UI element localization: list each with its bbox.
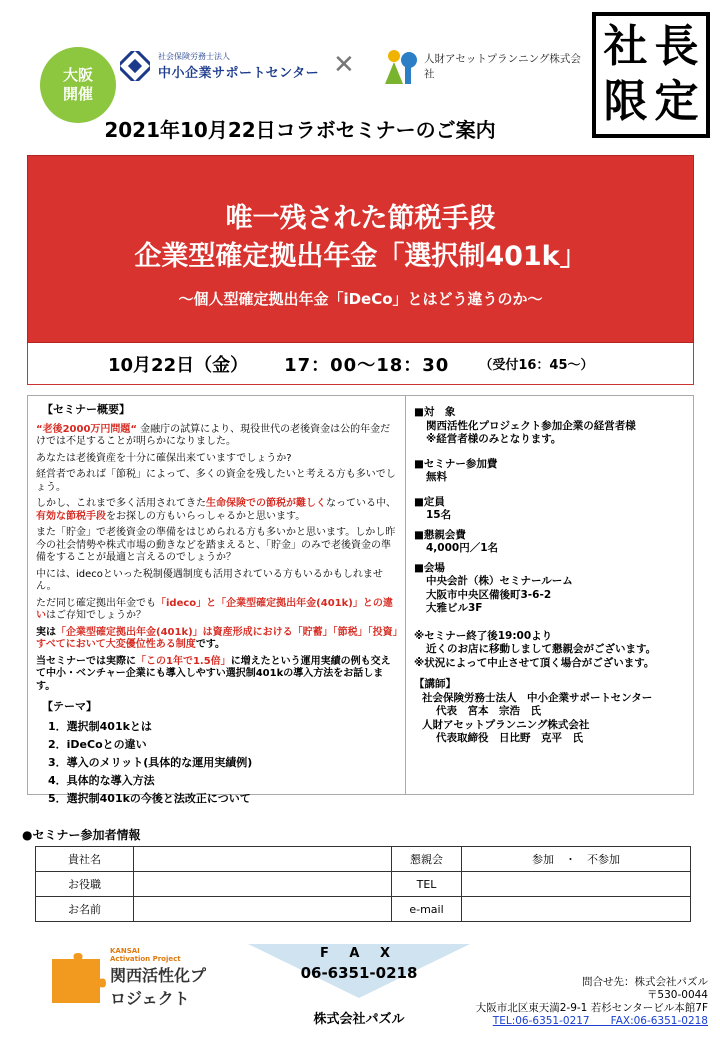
tel-field[interactable] — [462, 872, 691, 897]
after-party-note: ※セミナー終了後19:00より — [414, 629, 553, 642]
stamp-char: 長 — [654, 21, 699, 72]
venue-name: 中央会計（株）セミナールーム — [426, 575, 573, 587]
venue-heading: ■会場 — [414, 561, 445, 574]
overview-paragraph: 経営者であれば「節税」によって、多くの資金を残したいと考える方も多いでしょう。 — [36, 469, 396, 493]
osaka-badge — [40, 47, 116, 123]
banner-title-line1: 唯一残された節税手段 — [225, 203, 496, 234]
body-text: 金融庁の試算により、現役世代の老後資金は公的年金だけでは不足することが明らかになりました。 — [36, 423, 391, 447]
schedule-day: 10月22日（金） — [108, 354, 249, 376]
logo-en-line2: Activation Project — [110, 955, 181, 963]
target-note: ※経営者様のみとなります。 — [426, 433, 562, 445]
target-heading: ■対 象 — [414, 406, 456, 418]
table-row — [36, 847, 691, 872]
stamp-char: 社 — [603, 21, 648, 72]
body-text: に増えたという運用実績の例も交えて中小・ベンチャー企業にも導入しやすい選択制401kの導入方法をお話します。 — [36, 655, 391, 692]
venue-building: 大雅ビル3F — [426, 602, 483, 614]
name-label: お名前 — [36, 897, 134, 922]
company-label: 貴社名 — [36, 847, 134, 872]
overview-paragraph: 中には、idecoといった税制優遇制度も活用されている方もいるかもしれません。 — [36, 568, 383, 592]
highlight-text: 「ideco」と「企業型確定拠出年金(401k)」との違い — [36, 597, 393, 621]
contact-info — [476, 976, 708, 1028]
position-label: お役職 — [36, 872, 134, 897]
lecturer-name: 代表 宮本 宗浩 氏 — [436, 705, 541, 717]
kansai-project-logo — [48, 948, 218, 1008]
contact-address: 大阪市北区東天満2-9-1 若杉センタービル本館7F — [475, 1002, 708, 1014]
overview-heading: 【セミナー概要】 — [42, 403, 130, 416]
stamp-char: 限 — [603, 76, 648, 127]
fax-company: 株式会社パズル — [313, 1012, 405, 1027]
overview-paragraph — [36, 424, 400, 449]
participants-title: ●セミナー参加者情報 — [22, 828, 141, 842]
party-fee-value: 4,000円／1名 — [426, 542, 499, 554]
lecturer-name: 代表取締役 日比野 克平 氏 — [436, 732, 583, 744]
logo-en-line1: KANSAI — [110, 947, 140, 955]
overview-paragraph — [36, 656, 400, 694]
venue-address: 大阪市中央区備後町3-6-2 — [426, 588, 552, 601]
highlight-text: 有効な節税手段 — [36, 510, 106, 522]
position-field[interactable] — [134, 872, 392, 897]
collab-cross-icon: ✕ — [333, 50, 355, 80]
participant-form — [35, 846, 691, 922]
body-text: はご存知でしょうか？ — [46, 610, 146, 621]
overview-paragraph: あなたは老後資産を十分に確保出来ていますでしょうか? — [36, 452, 292, 464]
lecturer-heading: 【講師】 — [414, 678, 456, 690]
theme-item: 5．選択制401kの今後と法改正について — [48, 791, 251, 805]
name-field[interactable] — [134, 897, 392, 922]
email-label: e-mail — [392, 897, 462, 922]
highlight-text: 「この1年で1.5倍」 — [136, 655, 231, 667]
table-row — [36, 897, 691, 922]
body-text: 当セミナーでは実際に — [36, 655, 136, 667]
overview-column — [34, 404, 400, 808]
target-text: 関西活性化プロジェクト参加企業の経営者様 — [426, 419, 636, 432]
theme-heading: 【テーマ】 — [42, 700, 97, 713]
lecturer-org: 社会保険労務士法人 中小企業サポートセンター — [422, 691, 653, 704]
overview-paragraph: また「貯金」で老後資金の準備をはじめられる方も多いかと思います。しかし昨今の社会情勢や株式市場の動きなどを踏まえると、「貯金」のみで老後資金の準備をすることが最適と言えるのでしょうか？ — [36, 527, 396, 563]
body-text: 実は — [36, 626, 56, 638]
org2-mark-icon — [380, 46, 420, 86]
overview-paragraph — [36, 627, 400, 652]
ceo-only-stamp — [592, 12, 710, 138]
company-field[interactable] — [134, 847, 392, 872]
org1-small-label: 社会保険労務士法人 — [158, 52, 230, 61]
org2-logo — [380, 44, 590, 88]
theme-item: 1．選択制401kとは — [48, 719, 152, 733]
body-text: なっている中、 — [326, 498, 396, 509]
details-box — [27, 395, 694, 805]
logo-ja: 関西活性化プロジェクト — [110, 966, 207, 1008]
body-text: をお探しの方もいらっしゃるかと思います。 — [106, 510, 306, 522]
party-fee-heading: ■懇親会費 — [414, 528, 466, 541]
org1-name: 中小企業サポートセンター — [158, 66, 320, 81]
org1-logo — [118, 44, 328, 88]
contact-tel-fax-link[interactable]: TEL:06-6351-0217 FAX:06-6351-0218 — [492, 1015, 708, 1027]
contact-line: 問合せ先：株式会社パズル — [582, 976, 708, 988]
fee-value: 無料 — [426, 471, 447, 483]
fax-label: F A X — [319, 946, 399, 961]
schedule-bar — [27, 343, 694, 385]
page-subtitle: 2021年10月22日コラボセミナーのご案内 — [104, 118, 496, 142]
info-column — [414, 406, 694, 746]
theme-item: 3．導入のメリット(具体的な運用実績例) — [48, 755, 253, 769]
schedule-time: 17：00～18：30 — [284, 354, 450, 376]
tel-label: TEL — [392, 872, 462, 897]
highlight-text: 「企業型確定拠出年金(401k)」は資産形成における「貯蓄」「節税」「投資」すべてにおいて大変優位性ある制度 — [36, 626, 398, 650]
highlight-text: 生命保険での節税が難しく — [206, 498, 326, 509]
body-text: ただ同じ確定拠出年金でも — [36, 597, 156, 609]
schedule-reception: （受付16：45～） — [479, 358, 594, 373]
highlight-text: “老後2000万円問題“ — [36, 423, 137, 435]
org1-mark-icon — [118, 49, 152, 83]
contact-zip: 〒530-0044 — [646, 989, 708, 1001]
email-field[interactable] — [462, 897, 691, 922]
fax-number: 06-6351-0218 — [300, 964, 418, 982]
capacity-value: 15名 — [426, 509, 452, 521]
table-row — [36, 872, 691, 897]
lecturer-org: 人財アセットプランニング株式会社 — [422, 718, 590, 731]
puzzle-icon — [48, 949, 106, 1007]
column-divider — [405, 396, 406, 794]
fee-heading: ■セミナー参加費 — [414, 457, 498, 470]
body-text: です。 — [195, 639, 226, 650]
banner-subtitle: ～個人型確定拠出年金「iDeCo」とはどう違うのか～ — [178, 290, 543, 308]
badge-line2: 開催 — [62, 85, 93, 103]
capacity-heading: ■定員 — [414, 495, 445, 508]
after-party-note: 近くのお店に移動しまして懇親会がございます。 — [426, 643, 657, 655]
stamp-char: 定 — [654, 76, 699, 127]
party-label: 懇親会 — [392, 847, 462, 872]
overview-paragraph — [36, 498, 400, 523]
banner-title-line2: 企業型確定拠出年金「選択制401k」 — [134, 241, 587, 272]
theme-item: 2．iDeCoとの違い — [48, 737, 147, 751]
body-text: しかし、これまで多く活用されてきた — [36, 498, 206, 509]
party-options[interactable]: 参加 ・ 不参加 — [462, 847, 691, 872]
cancel-note: ※状況によって中止させて頂く場合がございます。 — [414, 656, 655, 669]
title-banner — [27, 155, 694, 343]
theme-item: 4．具体的な導入方法 — [48, 773, 155, 787]
badge-line1: 大阪 — [62, 66, 93, 84]
org2-name: 人財アセットプランニング株式会社 — [424, 53, 581, 80]
overview-paragraph — [36, 598, 400, 623]
